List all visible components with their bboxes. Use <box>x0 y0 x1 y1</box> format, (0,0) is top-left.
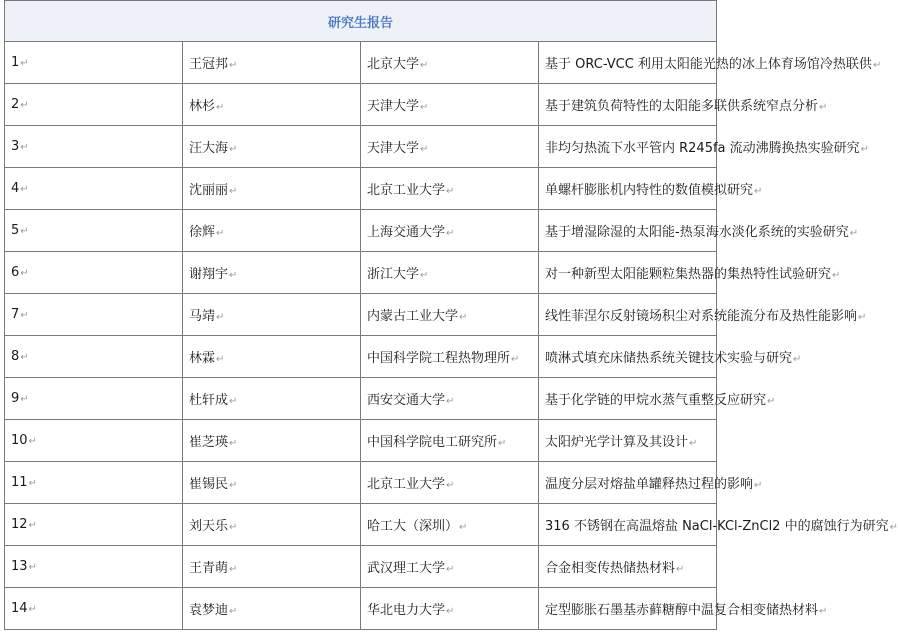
cell-name <box>183 378 361 420</box>
paragraph-mark-icon: ↵ <box>20 352 29 363</box>
cell-school-text: 内蒙古工业大学 <box>367 309 459 324</box>
cell-number <box>5 420 183 462</box>
paragraph-mark-icon: ↵ <box>420 102 429 113</box>
table-row <box>5 378 717 420</box>
paragraph-mark-icon: ↵ <box>229 186 238 197</box>
paragraph-mark-icon: ↵ <box>20 58 29 69</box>
cell-school-text: 武汉理工大学 <box>367 561 446 576</box>
cell-title <box>539 84 828 126</box>
cell-name-text: 崔芝瑛 <box>189 435 229 450</box>
paragraph-mark-icon: ↵ <box>216 354 225 365</box>
cell-title-text: 温度分层对熔盐单罐释热过程的影响 <box>545 477 754 492</box>
table-header-row <box>5 1 717 42</box>
cell-title <box>539 462 763 504</box>
paragraph-mark-icon: ↵ <box>229 144 238 155</box>
cell-name-text: 沈丽丽 <box>189 183 229 198</box>
paragraph-mark-icon: ↵ <box>216 102 225 113</box>
cell-school <box>361 252 539 294</box>
cell-number-text: 11 <box>11 475 28 490</box>
paragraph-mark-icon: ↵ <box>20 100 29 111</box>
paragraph-mark-icon: ↵ <box>446 228 455 239</box>
cell-school-text: 北京大学 <box>367 57 420 72</box>
paragraph-mark-icon: ↵ <box>498 438 507 449</box>
cell-school-text: 哈工大（深圳） <box>367 519 459 534</box>
cell-school-text: 天津大学 <box>367 99 420 114</box>
cell-number-text: 6 <box>11 265 20 280</box>
cell-title <box>539 420 717 462</box>
cell-name <box>183 252 361 294</box>
paragraph-mark-icon: ↵ <box>858 312 867 323</box>
cell-school <box>361 420 539 462</box>
paragraph-mark-icon: ↵ <box>446 606 455 617</box>
cell-number-text: 3 <box>11 139 20 154</box>
cell-name-text: 徐辉 <box>189 225 216 240</box>
cell-name-text: 王冠邦 <box>189 57 229 72</box>
paragraph-mark-icon: ↵ <box>793 354 802 365</box>
cell-number <box>5 504 183 546</box>
paragraph-mark-icon: ↵ <box>832 270 841 281</box>
cell-title <box>539 504 898 546</box>
cell-school <box>361 546 539 588</box>
cell-title <box>539 546 717 588</box>
cell-school <box>361 378 539 420</box>
paragraph-mark-icon: ↵ <box>216 228 225 239</box>
paragraph-mark-icon: ↵ <box>459 312 468 323</box>
cell-title <box>539 588 828 630</box>
cell-number-text: 8 <box>11 349 20 364</box>
table-row <box>5 84 717 126</box>
paragraph-mark-icon: ↵ <box>28 562 37 573</box>
cell-name-text: 袁梦迪 <box>189 603 229 618</box>
cell-school <box>361 588 539 630</box>
cell-school <box>361 294 539 336</box>
cell-title-text: 单螺杆膨胀机内特性的数值模拟研究 <box>545 183 754 198</box>
cell-school <box>361 336 539 378</box>
cell-title <box>539 210 859 252</box>
cell-number <box>5 588 183 630</box>
cell-name <box>183 42 361 84</box>
paragraph-mark-icon: ↵ <box>229 270 238 281</box>
cell-school <box>361 42 539 84</box>
cell-number-text: 5 <box>11 223 20 238</box>
cell-number <box>5 252 183 294</box>
cell-title <box>539 42 882 84</box>
paragraph-mark-icon: ↵ <box>20 226 29 237</box>
table-row <box>5 252 717 294</box>
cell-title <box>539 252 841 294</box>
paragraph-mark-icon: ↵ <box>28 604 37 615</box>
paragraph-mark-icon: ↵ <box>889 522 898 533</box>
paragraph-mark-icon: ↵ <box>689 438 698 449</box>
cell-school-text: 中国科学院电工研究所 <box>367 435 498 450</box>
paragraph-mark-icon: ↵ <box>20 268 29 279</box>
cell-number <box>5 378 183 420</box>
paragraph-mark-icon: ↵ <box>860 144 870 155</box>
cell-school <box>361 126 539 168</box>
cell-school-text: 西安交通大学 <box>367 393 446 408</box>
cell-name-text: 林霖 <box>189 351 216 366</box>
paragraph-mark-icon: ↵ <box>216 312 225 323</box>
cell-title-text: 合金相变传热储热材料 <box>545 561 676 576</box>
cell-name <box>183 420 361 462</box>
cell-title-text: 基于建筑负荷特性的太阳能多联供系统窄点分析 <box>545 99 819 114</box>
cell-name-text: 杜轩成 <box>189 393 229 408</box>
paragraph-mark-icon: ↵ <box>20 184 29 195</box>
cell-number-text: 1 <box>11 55 20 70</box>
cell-title-text: 基于增湿除湿的太阳能-热泵海水淡化系统的实验研究 <box>545 225 849 240</box>
cell-school <box>361 462 539 504</box>
paragraph-mark-icon: ↵ <box>229 60 238 71</box>
cell-name <box>183 546 361 588</box>
paragraph-mark-icon: ↵ <box>20 394 29 405</box>
paragraph-mark-icon: ↵ <box>20 142 29 153</box>
cell-number <box>5 84 183 126</box>
paragraph-mark-icon: ↵ <box>459 522 468 533</box>
table-row <box>5 504 717 546</box>
table-row <box>5 126 717 168</box>
cell-number-text: 4 <box>11 181 20 196</box>
cell-school <box>361 168 539 210</box>
cell-number <box>5 294 183 336</box>
paragraph-mark-icon: ↵ <box>229 396 238 407</box>
cell-name-text: 马靖 <box>189 309 216 324</box>
cell-school-text: 北京工业大学 <box>367 183 446 198</box>
paragraph-mark-icon: ↵ <box>229 438 238 449</box>
cell-number-text: 10 <box>11 433 28 448</box>
cell-title <box>539 294 867 336</box>
cell-number <box>5 42 183 84</box>
paragraph-mark-icon: ↵ <box>420 60 429 71</box>
cell-title-text: 基于化学链的甲烷水蒸气重整反应研究 <box>545 393 767 408</box>
cell-school-text: 天津大学 <box>367 141 420 156</box>
cell-school-text: 中国科学院工程热物理所 <box>367 351 511 366</box>
cell-name <box>183 210 361 252</box>
cell-title-text: 定型膨胀石墨基赤藓糖醇中温复合相变储热材料 <box>545 603 819 618</box>
cell-title <box>539 126 870 168</box>
cell-number-text: 2 <box>11 97 20 112</box>
report-table <box>4 0 898 630</box>
paragraph-mark-icon: ↵ <box>754 480 763 491</box>
paragraph-mark-icon: ↵ <box>229 522 238 533</box>
cell-number-text: 9 <box>11 391 20 406</box>
cell-name-text: 林杉 <box>189 99 216 114</box>
paragraph-mark-icon: ↵ <box>229 606 238 617</box>
cell-number <box>5 210 183 252</box>
cell-title <box>539 168 763 210</box>
paragraph-mark-icon: ↵ <box>446 564 455 575</box>
paragraph-mark-icon: ↵ <box>754 186 763 197</box>
cell-name <box>183 294 361 336</box>
table-row <box>5 420 717 462</box>
cell-number-text: 14 <box>11 601 28 616</box>
cell-name-text: 刘天乐 <box>189 519 229 534</box>
paragraph-mark-icon: ↵ <box>28 436 37 447</box>
paragraph-mark-icon: ↵ <box>28 520 37 531</box>
cell-number-text: 13 <box>11 559 28 574</box>
table-row <box>5 588 717 630</box>
paragraph-mark-icon: ↵ <box>420 144 429 155</box>
cell-title-text: 太阳炉光学计算及其设计 <box>545 435 689 450</box>
cell-number <box>5 462 183 504</box>
cell-school <box>361 210 539 252</box>
cell-number <box>5 336 183 378</box>
paragraph-mark-icon: ↵ <box>446 396 455 407</box>
paragraph-mark-icon: ↵ <box>849 228 859 239</box>
table-title: 研究生报告 <box>5 1 717 42</box>
paragraph-mark-icon: ↵ <box>420 270 429 281</box>
cell-title-text: 316 不锈钢在高温熔盐 NaCl-KCl-ZnCl2 中的腐蚀行为研究 <box>545 519 889 534</box>
table-row <box>5 42 717 84</box>
cell-name-text: 崔锡民 <box>189 477 229 492</box>
cell-number <box>5 168 183 210</box>
cell-name-text: 汪大海 <box>189 141 229 156</box>
cell-name <box>183 462 361 504</box>
cell-title-text: 对一种新型太阳能颗粒集热器的集热特性试验研究 <box>545 267 832 282</box>
paragraph-mark-icon: ↵ <box>676 564 685 575</box>
cell-name <box>183 168 361 210</box>
table-row <box>5 294 717 336</box>
paragraph-mark-icon: ↵ <box>872 60 882 71</box>
paragraph-mark-icon: ↵ <box>20 310 29 321</box>
paragraph-mark-icon: ↵ <box>819 606 828 617</box>
cell-name <box>183 504 361 546</box>
table-row <box>5 210 717 252</box>
cell-school-text: 北京工业大学 <box>367 477 446 492</box>
cell-title <box>539 378 776 420</box>
cell-title-text: 基于 ORC-VCC 利用太阳能光热的冰上体育场馆冷热联供 <box>545 57 872 72</box>
cell-school <box>361 84 539 126</box>
cell-title-text: 线性菲涅尔反射镜场积尘对系统能流分布及热性能影响 <box>545 309 858 324</box>
table-row <box>5 336 717 378</box>
cell-name-text: 王青萌 <box>189 561 229 576</box>
cell-title <box>539 336 802 378</box>
paragraph-mark-icon: ↵ <box>446 186 455 197</box>
paragraph-mark-icon: ↵ <box>767 396 776 407</box>
paragraph-mark-icon: ↵ <box>28 478 37 489</box>
cell-name-text: 谢翔宇 <box>189 267 229 282</box>
cell-number-text: 12 <box>11 517 28 532</box>
paragraph-mark-icon: ↵ <box>446 480 455 491</box>
cell-school-text: 华北电力大学 <box>367 603 446 618</box>
table-row <box>5 546 717 588</box>
cell-name <box>183 588 361 630</box>
cell-title-text: 喷淋式填充床储热系统关键技术实验与研究 <box>545 351 793 366</box>
table-row <box>5 168 717 210</box>
cell-school <box>361 504 539 546</box>
cell-number-text: 7 <box>11 307 20 322</box>
paragraph-mark-icon: ↵ <box>819 102 828 113</box>
table-row <box>5 462 717 504</box>
cell-name <box>183 336 361 378</box>
cell-school-text: 浙江大学 <box>367 267 420 282</box>
cell-title-text: 非均匀热流下水平管内 R245fa 流动沸腾换热实验研究 <box>545 141 860 156</box>
paragraph-mark-icon: ↵ <box>511 354 520 365</box>
paragraph-mark-icon: ↵ <box>229 564 238 575</box>
cell-number <box>5 546 183 588</box>
cell-name <box>183 126 361 168</box>
cell-name <box>183 84 361 126</box>
paragraph-mark-icon: ↵ <box>229 480 238 491</box>
cell-number <box>5 126 183 168</box>
cell-school-text: 上海交通大学 <box>367 225 446 240</box>
